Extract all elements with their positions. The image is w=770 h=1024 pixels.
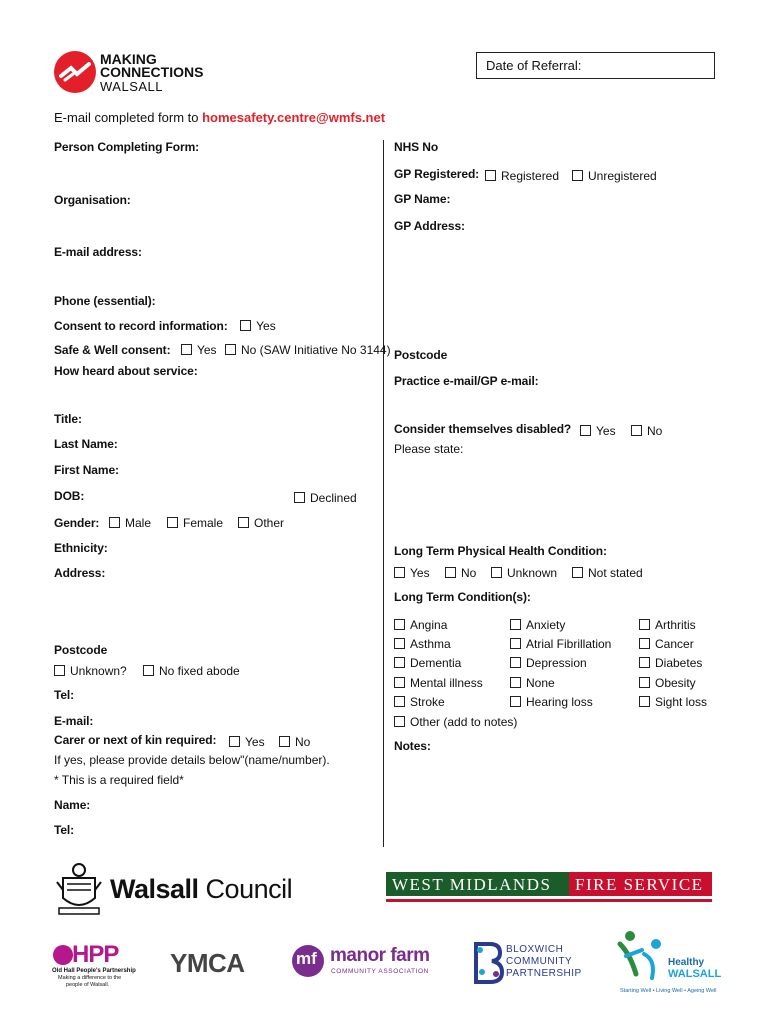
ltc-none-option[interactable] xyxy=(510,674,555,692)
manor-farm-logo xyxy=(291,942,441,982)
ltc-dementia-checkbox[interactable] xyxy=(394,657,405,668)
ltc-label: Long Term Condition(s): xyxy=(394,590,531,604)
ltphc-no-checkbox[interactable] xyxy=(445,567,456,578)
walsall-crest-icon xyxy=(53,860,105,918)
ltc-anxiety-text: Anxiety xyxy=(526,618,566,632)
bloxwich-b-icon xyxy=(470,940,504,984)
nhs-label: NHS No xyxy=(394,140,439,154)
bloxwich-line-2: COMMUNITY xyxy=(506,956,573,967)
gp-address-label: GP Address: xyxy=(394,219,465,233)
ltc-depression-text: Depression xyxy=(526,656,587,670)
ltphc-not-stated-text: Not stated xyxy=(588,566,643,580)
email-instruction xyxy=(54,110,385,125)
ltc-stroke-checkbox[interactable] xyxy=(394,696,405,707)
disabled-label: Consider themselves disabled? xyxy=(394,422,572,436)
consent-row xyxy=(54,317,276,335)
tel-label: Tel: xyxy=(54,688,75,702)
ltc-other-text: Other (add to notes) xyxy=(410,715,518,729)
ltc-atrial-fibrillation-option[interactable] xyxy=(510,635,611,653)
ltc-diabetes-text: Diabetes xyxy=(655,656,703,670)
wmfs-underline xyxy=(386,899,712,902)
ltc-depression-checkbox[interactable] xyxy=(510,657,521,668)
gender-female-option[interactable] xyxy=(167,514,223,532)
disabled-yes-checkbox[interactable] xyxy=(580,425,591,436)
carer-no-text: No xyxy=(295,735,311,749)
ltc-mental-illness-option[interactable] xyxy=(394,674,483,692)
ltphc-no-option[interactable] xyxy=(445,564,476,582)
consent-yes-option[interactable] xyxy=(240,317,276,334)
ltc-none-text: None xyxy=(526,676,555,690)
ltc-cancer-text: Cancer xyxy=(655,637,694,651)
healthy-walsall-tagline: Starting Well • Living Well • Ageing Well xyxy=(620,988,717,994)
bloxwich-logo xyxy=(470,940,590,984)
ltc-atrial-fibrillation-text: Atrial Fibrillation xyxy=(526,637,612,651)
ltc-cancer-option[interactable] xyxy=(639,635,694,653)
last-name-label: Last Name: xyxy=(54,437,118,451)
postcode-label: Postcode xyxy=(54,643,108,657)
gp-name-label: GP Name: xyxy=(394,192,451,206)
disabled-no-checkbox[interactable] xyxy=(631,425,642,436)
ltc-anxiety-checkbox[interactable] xyxy=(510,619,521,630)
postcode-unknown-text: Unknown? xyxy=(70,664,127,678)
carer-yes-text: Yes xyxy=(245,735,265,749)
hpp-subtitle-2: Making a difference to the xyxy=(58,975,122,981)
manor-farm-subtitle: COMMUNITY ASSOCIATION xyxy=(331,968,429,975)
gender-female-text: Female xyxy=(183,516,224,530)
walsall-council-light: Council xyxy=(198,874,293,904)
ltc-asthma-checkbox[interactable] xyxy=(394,638,405,649)
disabled-no-option[interactable] xyxy=(631,422,662,440)
no-fixed-abode-checkbox[interactable] xyxy=(143,665,154,676)
gender-female-checkbox[interactable] xyxy=(167,517,178,528)
no-fixed-abode-text: No fixed abode xyxy=(159,664,240,678)
notes-label: Notes: xyxy=(394,739,431,753)
ltc-obesity-option[interactable] xyxy=(639,674,696,692)
ymca-logo: YMCA xyxy=(170,948,245,978)
postcode-unknown-option[interactable] xyxy=(54,662,127,680)
ltc-obesity-text: Obesity xyxy=(655,676,696,690)
dob-declined-checkbox[interactable] xyxy=(294,492,305,503)
ltc-dementia-text: Dementia xyxy=(410,656,462,670)
please-state-label: Please state: xyxy=(394,442,464,456)
required-note: * This is a required field* xyxy=(54,773,184,787)
ltc-stroke-text: Stroke xyxy=(410,695,445,709)
dob-declined-option[interactable] xyxy=(294,489,357,507)
ltphc-yes-checkbox[interactable] xyxy=(394,567,405,578)
gp-unregistered-checkbox[interactable] xyxy=(572,170,583,181)
ltc-depression-option[interactable] xyxy=(510,654,587,672)
walsall-council-bold: Walsall xyxy=(110,874,199,904)
ltphc-no-text: No xyxy=(461,566,477,580)
ltc-asthma-option[interactable] xyxy=(394,635,451,653)
email-label: E-mail: xyxy=(54,714,94,728)
ltphc-unknown-option[interactable] xyxy=(491,564,557,582)
gender-male-text: Male xyxy=(125,516,152,530)
hpp-subtitle-3: people of Walsall. xyxy=(66,982,110,988)
ltc-mental-illness-text: Mental illness xyxy=(410,676,483,690)
logo-line-3: WALSALL xyxy=(100,79,163,94)
consent-yes-text: Yes xyxy=(256,319,276,333)
ltc-arthritis-checkbox[interactable] xyxy=(639,619,650,630)
safe-well-yes-option[interactable] xyxy=(181,341,217,358)
hpp-subtitle-1: Old Hall People's Partnership xyxy=(52,968,136,974)
making-connections-logo xyxy=(53,50,233,95)
disabled-no-text: No xyxy=(647,424,663,438)
gp-unregistered-text: Unregistered xyxy=(588,169,657,183)
gp-registered-text: Registered xyxy=(501,169,560,183)
logo-line-1: MAKING xyxy=(100,51,157,67)
hpp-wordmark: HPP xyxy=(72,941,119,968)
email-address-label: E-mail address: xyxy=(54,245,142,259)
manor-farm-name: manor farm xyxy=(330,945,430,966)
carer-yes-option[interactable] xyxy=(229,733,265,751)
safe-well-no-checkbox[interactable] xyxy=(225,344,236,355)
ltc-angina-option[interactable] xyxy=(394,616,447,634)
hpp-heart-icon xyxy=(52,944,74,966)
gender-row xyxy=(54,514,99,532)
person-completing-label: Person Completing Form: xyxy=(54,140,200,154)
ltphc-unknown-text: Unknown xyxy=(507,566,558,580)
date-of-referral-field[interactable] xyxy=(476,52,715,79)
ltc-sight-loss-checkbox[interactable] xyxy=(639,696,650,707)
ltc-hearing-loss-checkbox[interactable] xyxy=(510,696,521,707)
wmfs-right-text: FIRE SERVICE xyxy=(575,875,704,894)
gp-unregistered-option[interactable] xyxy=(572,167,657,185)
carer-no-option[interactable] xyxy=(279,733,310,751)
gp-registered-label: GP Registered: xyxy=(394,167,480,181)
healthy-walsall-line-1: Healthy xyxy=(668,957,705,968)
bloxwich-line-3: PARTNERSHIP xyxy=(506,968,582,979)
consent-label: Consent to record information: xyxy=(54,319,228,333)
ltc-atrial-fibrillation-checkbox[interactable] xyxy=(510,638,521,649)
carer-label: Carer or next of kin required: xyxy=(54,733,217,747)
safe-well-label: Safe & Well consent: xyxy=(54,343,171,357)
gender-male-option[interactable] xyxy=(109,514,151,532)
phone-label: Phone (essential): xyxy=(54,294,156,308)
ltphc-yes-option[interactable] xyxy=(394,564,430,582)
healthy-walsall-logo xyxy=(616,930,720,996)
dob-label: DOB: xyxy=(54,489,85,503)
ltc-none-checkbox[interactable] xyxy=(510,677,521,688)
how-heard-label: How heard about service: xyxy=(54,364,198,378)
bloxwich-line-1: BLOXWICH xyxy=(506,944,564,955)
ethnicity-label: Ethnicity: xyxy=(54,541,108,555)
gender-male-checkbox[interactable] xyxy=(109,517,120,528)
carer-name-label: Name: xyxy=(54,798,91,812)
ltc-other-checkbox[interactable] xyxy=(394,716,405,727)
safe-well-no-option[interactable] xyxy=(225,341,391,358)
date-of-referral-label: Date of Referral: xyxy=(486,58,582,73)
address-label: Address: xyxy=(54,566,106,580)
hpp-logo xyxy=(52,943,142,991)
ltc-other-option[interactable] xyxy=(394,713,517,731)
gender-label: Gender: xyxy=(54,516,100,530)
if-yes-instruction: If yes, please provide details below"(name/number). xyxy=(54,753,330,767)
safe-well-yes-text: Yes xyxy=(196,343,217,357)
ltc-sight-loss-option[interactable] xyxy=(639,693,707,711)
gp-postcode-label: Postcode xyxy=(394,348,448,362)
safe-well-no-text: No (SAW Initiative No 3144) xyxy=(240,343,391,357)
ltc-hearing-loss-text: Hearing loss xyxy=(526,695,593,709)
ltphc-not-stated-option[interactable] xyxy=(572,564,643,582)
gender-other-text: Other xyxy=(254,516,285,530)
ltphc-unknown-checkbox[interactable] xyxy=(491,567,502,578)
practice-email-label: Practice e-mail/GP e-mail: xyxy=(394,374,539,388)
safe-well-row xyxy=(54,341,391,359)
safe-well-yes-checkbox[interactable] xyxy=(181,344,192,355)
email-instruction-text: E-mail completed form to xyxy=(54,110,203,125)
gender-other-checkbox[interactable] xyxy=(238,517,249,528)
ltc-anxiety-option[interactable] xyxy=(510,616,565,634)
ltphc-not-stated-checkbox[interactable] xyxy=(572,567,583,578)
ltc-asthma-text: Asthma xyxy=(410,637,451,651)
healthy-walsall-line-2: WALSALL xyxy=(668,968,722,980)
ltphc-yes-text: Yes xyxy=(410,566,430,580)
ltc-cancer-checkbox[interactable] xyxy=(639,638,650,649)
disabled-yes-option[interactable] xyxy=(580,422,616,440)
ltc-arthritis-option[interactable] xyxy=(639,616,696,634)
gender-other-option[interactable] xyxy=(238,514,284,532)
logo-mark-icon xyxy=(53,50,97,94)
manor-farm-mf: mf xyxy=(296,949,317,968)
walsall-council-logo xyxy=(53,860,293,920)
disabled-yes-text: Yes xyxy=(596,424,616,438)
ltc-mental-illness-checkbox[interactable] xyxy=(394,677,405,688)
healthy-walsall-figure-icon xyxy=(616,930,670,982)
ltc-hearing-loss-option[interactable] xyxy=(510,693,593,711)
title-label: Title: xyxy=(54,412,82,426)
gp-registered-option[interactable] xyxy=(485,167,559,185)
wmfs-logo xyxy=(386,872,712,904)
column-divider xyxy=(383,140,384,847)
dob-declined-text: Declined xyxy=(310,491,357,505)
email-instruction-address[interactable]: homesafety.centre@wmfs.net xyxy=(202,110,386,125)
ltc-arthritis-text: Arthritis xyxy=(655,618,696,632)
ltc-angina-checkbox[interactable] xyxy=(394,619,405,630)
ltc-sight-loss-text: Sight loss xyxy=(655,695,708,709)
ltc-diabetes-checkbox[interactable] xyxy=(639,657,650,668)
ltc-stroke-option[interactable] xyxy=(394,693,445,711)
ltc-obesity-checkbox[interactable] xyxy=(639,677,650,688)
ltc-diabetes-option[interactable] xyxy=(639,654,702,672)
first-name-label: First Name: xyxy=(54,463,119,477)
ltphc-label: Long Term Physical Health Condition: xyxy=(394,544,607,558)
carer-no-checkbox[interactable] xyxy=(279,736,290,747)
walsall-council-wordmark xyxy=(110,874,292,905)
ltc-angina-text: Angina xyxy=(410,618,448,632)
carer-yes-checkbox[interactable] xyxy=(229,736,240,747)
logo-line-2: CONNECTIONS xyxy=(100,64,204,80)
carer-tel-label: Tel: xyxy=(54,823,75,837)
no-fixed-abode-option[interactable] xyxy=(143,662,240,680)
organisation-label: Organisation: xyxy=(54,193,131,207)
gp-registered-checkbox[interactable] xyxy=(485,170,496,181)
wmfs-left-text: WEST MIDLANDS xyxy=(392,875,552,894)
postcode-unknown-checkbox[interactable] xyxy=(54,665,65,676)
consent-yes-checkbox[interactable] xyxy=(240,320,251,331)
ltc-dementia-option[interactable] xyxy=(394,654,461,672)
